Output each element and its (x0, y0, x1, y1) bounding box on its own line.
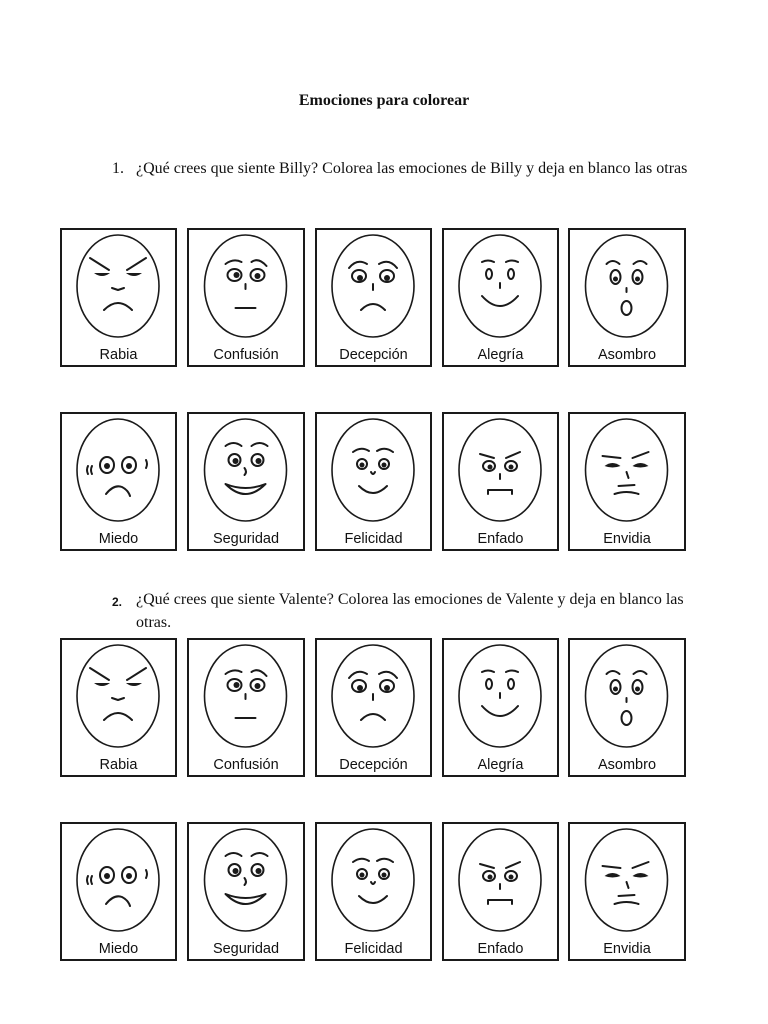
emotion-label: Confusión (213, 347, 279, 363)
rabia-face-icon (62, 230, 174, 364)
felicidad-face-icon (317, 414, 429, 548)
emotion-card-felicidad (315, 412, 432, 551)
emotion-label: Felicidad (344, 941, 403, 957)
seguridad-face-icon (189, 824, 302, 958)
question-1 (112, 157, 692, 180)
question-number: 1. (112, 160, 124, 177)
emotion-card-rabia (60, 638, 177, 777)
emotion-card-enfado (442, 412, 559, 551)
question-number: 2. (112, 595, 123, 609)
emotion-label: Rabia (99, 757, 138, 773)
emotion-card-confusion (187, 228, 305, 367)
emotion-label: Alegría (477, 347, 524, 363)
alegria-face-icon (444, 230, 556, 364)
emotion-card-felicidad (315, 822, 432, 961)
rabia-face-icon (62, 640, 174, 774)
question-text: ¿Qué crees que siente Billy? Colorea las emociones de Billy y deja en blanco las otras (136, 160, 688, 177)
emotion-card-confusion (187, 638, 305, 777)
miedo-face-icon (62, 824, 174, 958)
emotion-card-alegria (442, 228, 559, 367)
emotion-label: Decepción (339, 347, 408, 363)
emotion-card-rabia (60, 228, 177, 367)
enfado-face-icon (444, 824, 556, 958)
emotion-card-asombro (568, 638, 686, 777)
seguridad-face-icon (189, 414, 302, 548)
emotion-label: Asombro (597, 757, 657, 773)
emotion-card-asombro (568, 228, 686, 367)
page-title: Emociones para colorear (298, 92, 470, 109)
emotion-label: Alegría (477, 757, 524, 773)
emotion-card-seguridad (187, 822, 305, 961)
emotion-label: Asombro (597, 347, 657, 363)
emotion-card-seguridad (187, 412, 305, 551)
felicidad-face-icon (317, 824, 429, 958)
emotion-label: Seguridad (212, 941, 280, 957)
confusion-face-icon (189, 640, 302, 774)
asombro-face-icon (570, 640, 683, 774)
asombro-face-icon (570, 230, 683, 364)
emotion-card-miedo (60, 822, 177, 961)
miedo-face-icon (62, 414, 174, 548)
emotion-card-miedo (60, 412, 177, 551)
envidia-face-icon (570, 824, 683, 958)
question-2 (112, 588, 692, 634)
emotion-card-alegria (442, 638, 559, 777)
emotion-label: Enfado (477, 941, 524, 957)
envidia-face-icon (570, 414, 683, 548)
emotion-label: Decepción (339, 757, 408, 773)
emotion-card-envidia (568, 822, 686, 961)
alegria-face-icon (444, 640, 556, 774)
confusion-face-icon (189, 230, 302, 364)
decepcion-face-icon (317, 230, 429, 364)
emotion-label: Miedo (98, 941, 139, 957)
emotion-label: Felicidad (344, 531, 403, 547)
emotion-card-decepcion (315, 638, 432, 777)
question-text: ¿Qué crees que siente Valente? Colorea las emociones de Valente y deja en blanco las otras. (136, 591, 684, 631)
emotion-label: Miedo (98, 531, 139, 547)
emotion-label: Seguridad (212, 531, 280, 547)
emotion-label: Enfado (477, 531, 524, 547)
enfado-face-icon (444, 414, 556, 548)
emotion-label: Envidia (603, 531, 651, 547)
emotion-card-enfado (442, 822, 559, 961)
emotion-label: Confusión (213, 757, 279, 773)
emotion-label: Envidia (603, 941, 651, 957)
emotion-label: Rabia (99, 347, 138, 363)
decepcion-face-icon (317, 640, 429, 774)
emotion-card-envidia (568, 412, 686, 551)
emotion-card-decepcion (315, 228, 432, 367)
